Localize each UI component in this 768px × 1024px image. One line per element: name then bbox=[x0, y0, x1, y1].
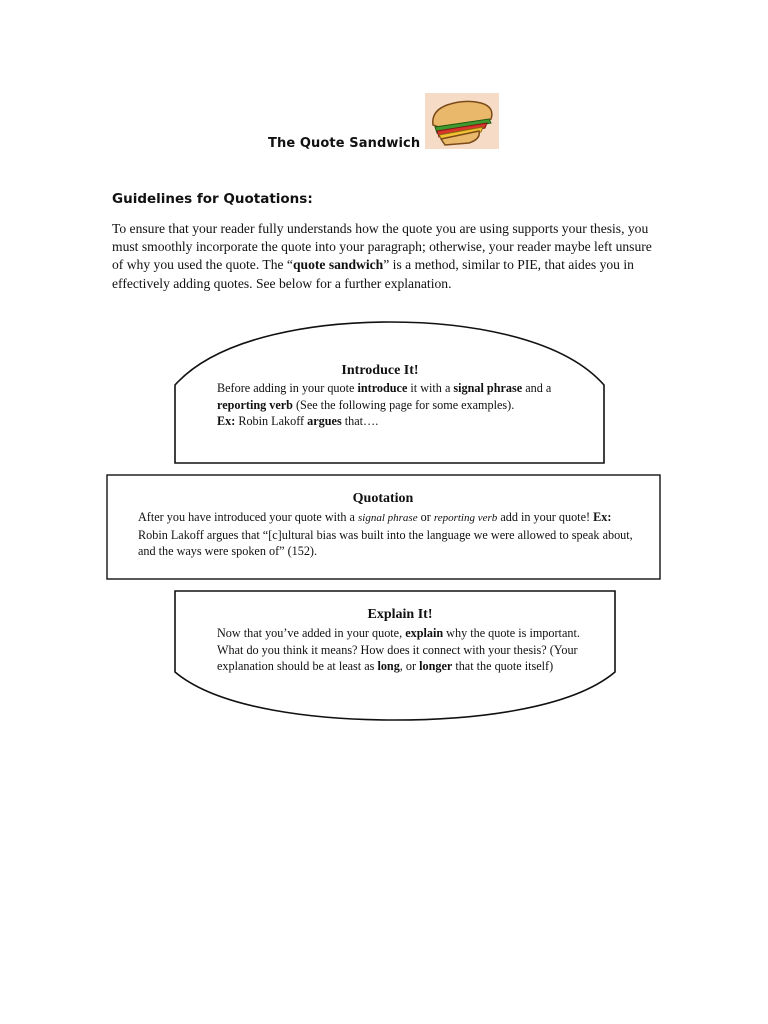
quotation-italic: reporting verb bbox=[433, 512, 498, 524]
quotation-text: or bbox=[417, 510, 434, 524]
explain-bold: explain bbox=[405, 626, 444, 640]
introduce-ex-label: Ex: bbox=[217, 414, 236, 429]
introduce-ex-text: that…. bbox=[341, 414, 379, 429]
quotation-italic: signal phrase bbox=[358, 512, 418, 524]
introduce-text: Before adding in your quote bbox=[217, 381, 358, 395]
introduce-bold: signal phrase bbox=[453, 381, 523, 395]
introduce-text: and a bbox=[522, 381, 552, 395]
explain-body bbox=[217, 625, 587, 675]
introduce-ex-bold: argues bbox=[307, 414, 342, 429]
introduce-bold: reporting verb bbox=[217, 397, 293, 412]
introduce-bold: introduce bbox=[357, 381, 408, 395]
quotation-text: Robin Lakoff argues that “[c]ultural bias was built into the language we were allowed to speak about, and the ways were spoken of” (152). bbox=[138, 527, 633, 559]
introduce-body bbox=[217, 380, 557, 430]
quotation-text: add in your quote! bbox=[497, 510, 594, 524]
quotation-ex-label: Ex: bbox=[593, 510, 612, 524]
page-title: The Quote Sandwich bbox=[268, 136, 421, 151]
quotation-body bbox=[138, 509, 638, 560]
explain-text: , or bbox=[399, 659, 420, 674]
explain-text: Now that you’ve added in your quote, bbox=[217, 626, 406, 640]
explain-text: that the quote itself) bbox=[452, 659, 554, 674]
quotation-text: After you have introduced your quote with a bbox=[138, 510, 358, 524]
introduce-text: (See the following page for some examples). bbox=[292, 397, 515, 412]
intro-text-2: ” is a method, similar to PIE, that aides you in effectively adding quotes. See below for a further explanation. bbox=[112, 257, 634, 291]
introduce-title: Introduce It! bbox=[341, 363, 419, 378]
introduce-text: it with a bbox=[407, 381, 454, 395]
explain-title: Explain It! bbox=[367, 607, 433, 622]
intro-text-1: To ensure that your reader fully understands how the quote you are using supports your thesis, you must smoothly incorporate the quote into your paragraph; otherwise, your reader maybe left unsure of why you used the quote. The “ bbox=[112, 221, 652, 273]
explain-text: why the quote is important. What do you think it means? How does it connect with your thesis? (Your explanation should be at least as bbox=[217, 626, 580, 674]
quotation-title: Quotation bbox=[352, 491, 414, 506]
introduce-ex-text: Robin Lakoff bbox=[235, 414, 308, 429]
explain-bold: longer bbox=[419, 659, 453, 674]
explain-bold: long bbox=[377, 659, 400, 674]
guidelines-heading: Guidelines for Quotations: bbox=[112, 191, 313, 207]
intro-bold-quote-sandwich: quote sandwich bbox=[292, 257, 384, 273]
